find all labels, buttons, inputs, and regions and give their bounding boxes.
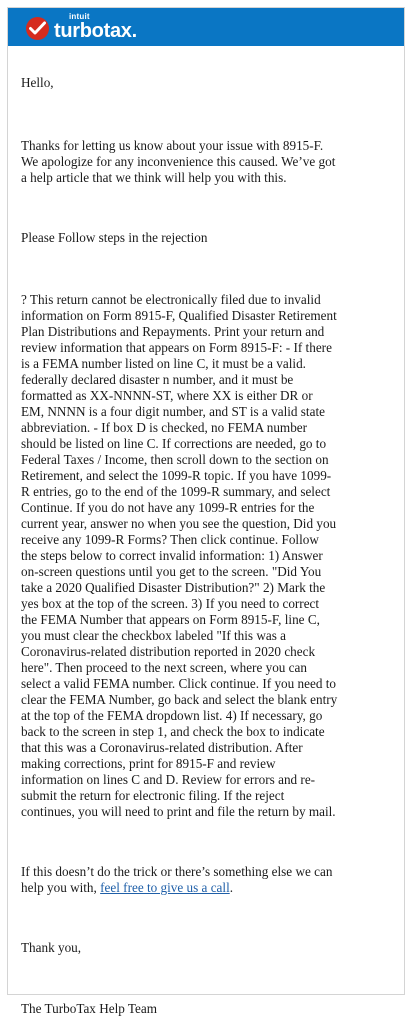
instruction-line: Please Follow steps in the rejection <box>21 230 208 245</box>
rejection-message: ? This return cannot be electronically filed due to invalid information on Form 8915-F, Qualified Disaster Retirement Plan Distributions and Repayments. Print your return and review information that appears on Form 8915-F: - If there is a FEMA number listed on line C, it must be a valid. federally declared disaster n number, and it must be formatted as XX-NNNN-ST, where XX is either DR or EM, NNNN is a four digit number, and ST is a valid state abbreviation. - If box D is checked, no FEMA number should be listed on line C. If corrections are needed, go to Federal Taxes / Income, then scroll down to the section on Retirement, and select the 1099-R topic. If you have 1099- R entries, go to the end of the 1099-R summary, and select Continue. If you do not have any 1099-R entries for the current year, answer no when you see the question, Did you receive any 1099-R Forms? Then click continue. Follow the steps below to correct invalid information: 1) Answer on-screen questions until you get to the screen. "Did You take a 2020 Qualified Disaster Distribution?" 2) Mark the yes box at the top of the screen. 3) If you need to correct the FEMA Number that appears on Form 8915-F, line C, you must clear the checkbox labeled "If this was a Coronavirus-related distribution reported in 2020 check here". Then proceed to the next screen, where you can select a valid FEMA number. Click continue. If you need to clear the FEMA Number, go back and select the blank entry at the top of the FEMA dropdown list. 4) If necessary, go back to the screen in step 1, and check the box to indicate that this was a Coronavirus-related distribution. After making corrections, print for 8915-F and review information on lines C and D. Review for errors and re- submit the return for electronic filing. If the reject continues, you will need to print and file the return by mail. <box>21 292 338 819</box>
email-header <box>8 8 404 46</box>
intro-paragraph: Thanks for letting us know about your issue with 8915-F. We apologize for any inconvenience this caused. We’ve got a help article that we think will help you with this. <box>21 138 336 185</box>
greeting: Hello, <box>21 75 54 90</box>
checkmark-icon <box>26 17 49 40</box>
intuit-wordmark: intuit <box>69 12 90 21</box>
email-body <box>21 46 393 1017</box>
signature: The TurboTax Help Team <box>21 1001 157 1016</box>
closing-period: . <box>229 880 234 895</box>
call-us-link[interactable]: feel free to give us a call <box>100 880 230 895</box>
closing-paragraph <box>21 864 393 896</box>
closing-text: If this doesn’t do the trick or there’s something else we can help you with, <box>21 864 333 895</box>
turbotax-logo <box>26 11 137 43</box>
turbotax-wordmark: turbotax. <box>54 20 137 42</box>
signoff: Thank you, <box>21 940 82 955</box>
